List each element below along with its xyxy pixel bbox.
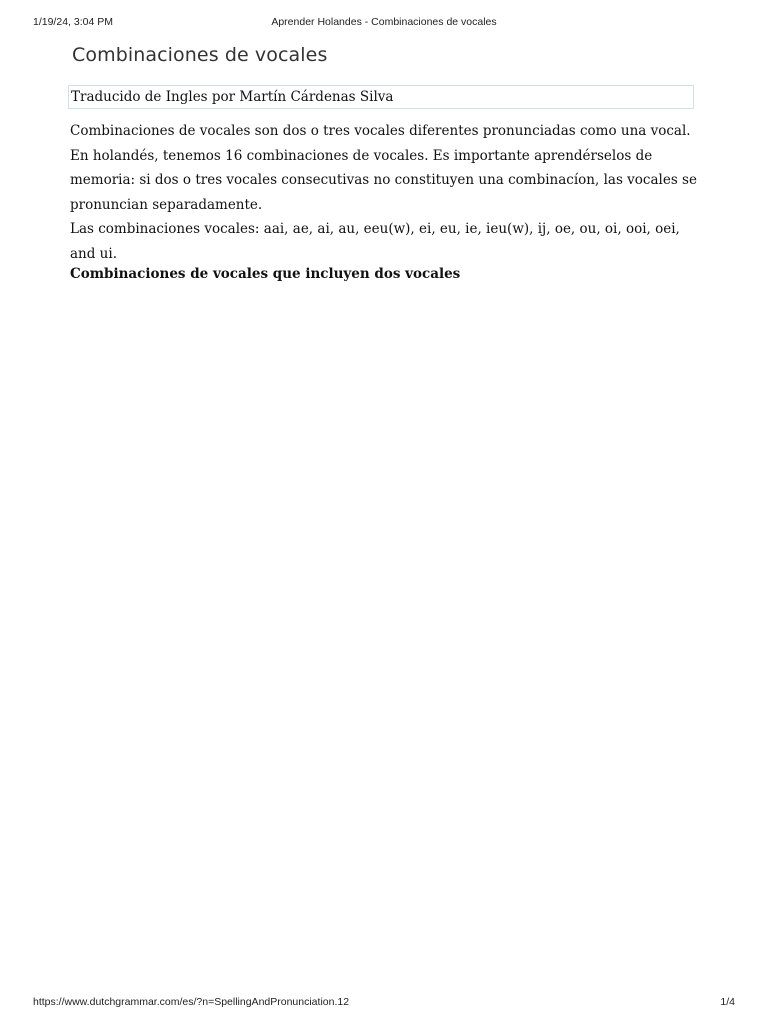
print-footer bbox=[33, 996, 735, 1010]
section-heading: Combinaciones de vocales que incluyen dos vocales bbox=[70, 266, 461, 282]
print-datetime: 1/19/24, 3:04 PM bbox=[33, 16, 113, 28]
print-header bbox=[33, 16, 735, 30]
page-number: 1/4 bbox=[720, 996, 735, 1008]
vowel-combinations-list: Las combinaciones vocales: aai, ae, ai, au, eeu(w), ei, eu, ie, ieu(w), ij, oe, ou, oi, ooi, oei, and ui. bbox=[70, 221, 680, 262]
intro-paragraph: Combinaciones de vocales son dos o tres vocales diferentes pronunciadas como una vocal. En holandés, tenemos 16 combinaciones de vocales. Es importante aprendérselos de memoria: si dos o tres vocales consecutivas no constituyen una combinacíon, las vocales se pronuncian separadamente. bbox=[70, 123, 697, 213]
print-document-title: Aprender Holandes - Combinaciones de vocales bbox=[271, 16, 497, 28]
print-url: https://www.dutchgrammar.com/es/?n=SpellingAndPronunciation.12 bbox=[33, 996, 350, 1008]
intro-content bbox=[70, 119, 700, 266]
page-title: Combinaciones de vocales bbox=[72, 44, 328, 66]
translator-note: Traducido de Ingles por Martín Cárdenas Silva bbox=[68, 85, 694, 109]
